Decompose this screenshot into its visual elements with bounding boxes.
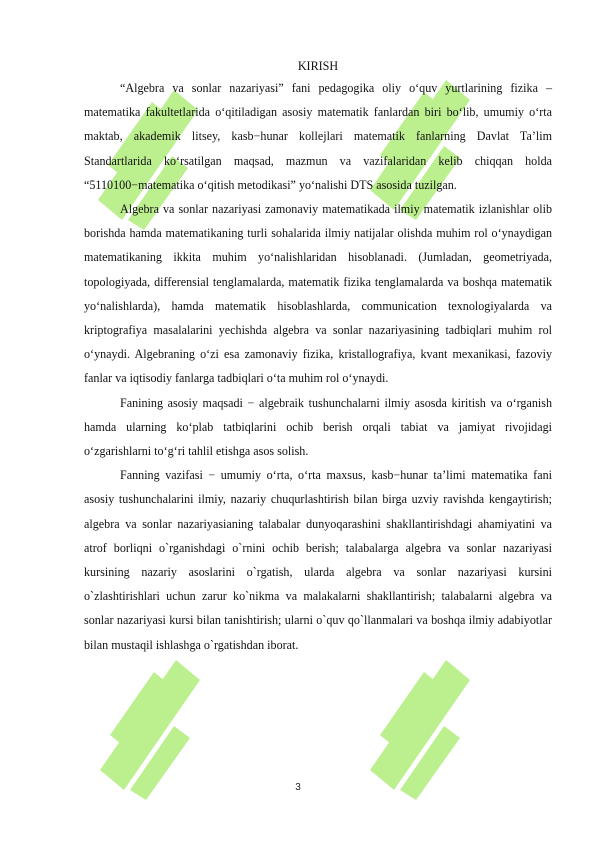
paragraph-intro: “Algebra va sonlar nazariyasi” fani pedagogika oliy o‘quv yurtlarining fizika – matematika fakultetlarida o‘qitiladigan asosiy matematik fanlardan biri bo‘lib, umumiy o‘rta maktab, akademik litsey, kasb−hunar kollejlari matematik fanlarning Davlat Ta’lim Standartlarida ko‘rsatilgan maqsad, mazmun va vazifalaridan kelib chiqqan holda “5110100−matematika o‘qitish metodikasi” yo‘nalishi DTS asosida tuzilgan.	[84, 81, 552, 192]
document-body	[84, 56, 552, 657]
watermark-logo-icon	[360, 640, 480, 800]
watermark-logo-icon	[90, 640, 210, 800]
page-number: 3	[295, 782, 301, 793]
paragraph-goal: Fanining asosiy maqsadi − algebraik tushunchalarni ilmiy asosda kiritish va o‘rganish hamda ularning ko‘plab tatbiqlarini ochib berish orqali tabiat va jamiyat rivojidagi o‘zgarishlarni to‘g‘ri tahlil etishga asos solish.	[84, 395, 552, 459]
paragraph-tasks: Fanning vazifasi − umumiy o‘rta, o‘rta maxsus, kasb−hunar ta’limi matematika fani asosiy tushunchalarini ilmiy, nazariy chuqurlashtirish bilan birga uzviy ravishda kengaytirish; algebra va sonlar nazariyasianing talabalar dunyoqarashini shakllantirishdagi ahamiyatini va atrof borliqni o`rganishdagi o`rnini ochib berish; talabalarga algebra va sonlar nazariyasi kursining nazariy asoslarini o`rgatish, ularda algebra va sonlar nazariyasi kursini o`zlashtirishlari uchun zarur ko`nikma va malakalarni shakllantirish; talabalarni algebra va sonlar nazariyasi kursi bilan tanishtirish; ularni o`quv qo`llanmalari va boshqa ilmiy adabiyotlar bilan mustaqil ishlashga o`rgatishdan iborat.	[84, 468, 552, 652]
page-title: KIRISH	[297, 59, 339, 73]
paragraph-importance: Algebra va sonlar nazariyasi zamonaviy matematikada ilmiy matematik izlanishlar olib borishda hamda matematikaning turli sohalarida ilmiy natijalar olishda muhim rol o‘ynaydigan matematikaning ikkita muhim yo‘nalishlaridan hisoblanadi. (Jumladan, geometriyada, topologiyada, differensial tenglamalarda, matematik fizika tenglamalarda va boshqa matematik yo‘nalishlarda), hamda matematik hisoblashlarda, communication texnologiyalarda va kriptografiya masalalarini yechishda algebra va sonlar nazariyasining tadbiqlari muhim rol o‘ynaydi. Algebraning o‘zi esa zamonaviy fizika, kristallografiya, kvant mexanikasi, fazoviy fanlar va iqtisodiy fanlarga tadbiqlari o‘ta muhim rol o‘ynaydi.	[84, 202, 552, 386]
